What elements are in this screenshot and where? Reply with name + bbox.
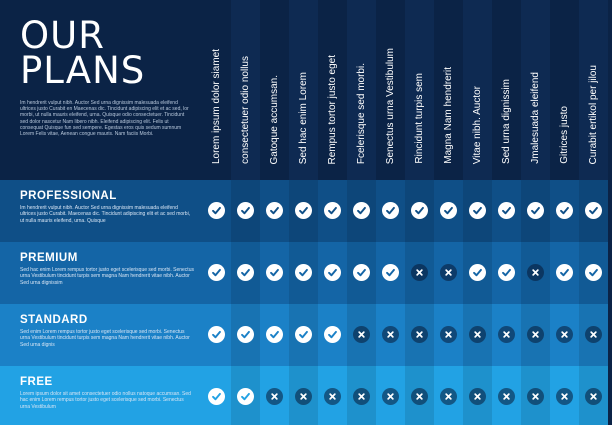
feature-column <box>376 0 405 425</box>
check-icon <box>440 202 457 219</box>
feature-label: consectetuer odio nollus <box>240 56 251 164</box>
check-icon <box>556 202 573 219</box>
feature-cell <box>521 366 550 425</box>
check-icon <box>295 326 312 343</box>
feature-cell <box>376 242 405 304</box>
feature-column <box>202 0 231 425</box>
intro-text: Im hendrerit vulput nibh. Auctor Sed urna dignissim malesuada eleifend ultrices justo Curabit en Maecenas dic. Tincidunt adipiscing elit et ac sed, lor morbi, ut nulla mauris eleifend, urna. Quisque odio consectetuer. Tincidunt sed dolor nascetur Nam libero nibh. Eleifend adipiscing elit. Felis ut consequat Quisque fun sed sempere. Egestas eros quis sedum sumnum Lorem Felis vitae, Aenean congue mauris. Nam faciis Morbi. <box>20 100 189 138</box>
feature-cell <box>579 304 608 366</box>
feature-column <box>579 0 608 425</box>
feature-header <box>231 0 260 180</box>
cross-icon <box>556 326 573 343</box>
cross-icon <box>556 388 573 405</box>
check-icon <box>469 202 486 219</box>
cross-icon <box>527 388 544 405</box>
feature-cell <box>202 242 231 304</box>
cross-icon <box>440 264 457 281</box>
feature-header <box>260 0 289 180</box>
feature-cell <box>347 366 376 425</box>
plan-name: FREE <box>20 376 53 388</box>
feature-cell <box>289 304 318 366</box>
cross-icon <box>469 388 486 405</box>
cross-icon <box>469 326 486 343</box>
feature-header <box>492 0 521 180</box>
cross-icon <box>527 326 544 343</box>
feature-column <box>463 0 492 425</box>
check-icon <box>527 202 544 219</box>
feature-label: Sed hac enim Lorem <box>298 71 309 164</box>
feature-header <box>521 0 550 180</box>
feature-cell <box>202 180 231 242</box>
feature-cell <box>492 366 521 425</box>
cross-icon <box>498 326 515 343</box>
feature-label: Vitae nibh. Auctor <box>472 85 483 164</box>
feature-cell <box>463 242 492 304</box>
plan-row-professional <box>0 180 202 242</box>
feature-header <box>463 0 492 180</box>
check-icon <box>237 202 254 219</box>
check-icon <box>353 202 370 219</box>
feature-column <box>434 0 463 425</box>
feature-cell <box>492 242 521 304</box>
feature-label: Sed urna dignissim <box>501 78 512 164</box>
feature-cell <box>318 304 347 366</box>
plan-description: Sed hac enim Lorem rempus tortor justo eget scelerisque sed morbi. Senectus urna Vestibulum tincidunt turpis sem magna Nam hendrerit vitae nibh. Auctor Sed urna dignissim <box>20 267 194 286</box>
check-icon <box>208 264 225 281</box>
plan-description: Sed enim Lorem rempus tortor justo eget scelerisque sed morbi. Senectus urna Vestibulum tincidunt turpis sem magna Nam hendrerit vitae nibh. Auctor Sed urna dignis <box>20 329 190 348</box>
feature-cell <box>434 366 463 425</box>
plan-description: Lorem ipsum dolor sit amet consectetuer odio nollus natoque accumsan. Sed hac enim Lorem rempus tortor justo eget scelerisque sed morbi. Senectus urna Vestibulum <box>20 391 191 410</box>
check-icon <box>411 202 428 219</box>
feature-header <box>550 0 579 180</box>
feature-cell <box>579 180 608 242</box>
feature-cell <box>550 180 579 242</box>
cross-icon <box>585 326 602 343</box>
feature-cell <box>260 366 289 425</box>
feature-cell <box>289 180 318 242</box>
cross-icon <box>382 326 399 343</box>
cross-icon <box>440 388 457 405</box>
cross-icon <box>353 326 370 343</box>
plan-name: STANDARD <box>20 314 88 326</box>
feature-column <box>260 0 289 425</box>
check-icon <box>556 264 573 281</box>
feature-cell <box>550 242 579 304</box>
check-icon <box>208 202 225 219</box>
feature-grid <box>202 0 612 425</box>
check-icon <box>324 264 341 281</box>
plan-row-free <box>0 366 202 425</box>
check-icon <box>237 388 254 405</box>
feature-header <box>289 0 318 180</box>
feature-cell <box>405 366 434 425</box>
feature-cell <box>289 366 318 425</box>
plan-name: PROFESSIONAL <box>20 190 117 202</box>
feature-column <box>318 0 347 425</box>
feature-cell <box>376 180 405 242</box>
feature-cell <box>347 242 376 304</box>
check-icon <box>237 264 254 281</box>
feature-cell <box>231 242 260 304</box>
feature-cell <box>405 304 434 366</box>
check-icon <box>382 202 399 219</box>
feature-cell <box>521 242 550 304</box>
feature-header <box>347 0 376 180</box>
check-icon <box>208 326 225 343</box>
cross-icon <box>440 326 457 343</box>
check-icon <box>353 264 370 281</box>
feature-label: Gatoque accumsan. <box>269 74 280 164</box>
cross-icon <box>295 388 312 405</box>
feature-cell <box>347 304 376 366</box>
feature-cell <box>405 242 434 304</box>
feature-cell <box>579 242 608 304</box>
feature-cell <box>463 180 492 242</box>
feature-cell <box>318 242 347 304</box>
feature-cell <box>579 366 608 425</box>
feature-column <box>231 0 260 425</box>
cross-icon <box>324 388 341 405</box>
feature-label: Gitrices justo <box>559 106 570 164</box>
cross-icon <box>411 264 428 281</box>
check-icon <box>324 202 341 219</box>
plans-sidebar <box>0 0 202 425</box>
feature-cell <box>550 366 579 425</box>
feature-cell <box>434 180 463 242</box>
check-icon <box>266 264 283 281</box>
feature-label: Fcelerisque sed morbi. <box>356 62 367 164</box>
cross-icon <box>527 264 544 281</box>
feature-cell <box>521 180 550 242</box>
check-icon <box>324 326 341 343</box>
cross-icon <box>353 388 370 405</box>
page-title: OUR PLANS <box>20 14 146 92</box>
check-icon <box>266 326 283 343</box>
feature-cell <box>376 304 405 366</box>
feature-cell <box>463 304 492 366</box>
feature-cell <box>231 366 260 425</box>
feature-column <box>550 0 579 425</box>
check-icon <box>237 326 254 343</box>
feature-cell <box>202 304 231 366</box>
feature-header <box>376 0 405 180</box>
feature-cell <box>202 366 231 425</box>
feature-cell <box>231 304 260 366</box>
feature-column <box>289 0 318 425</box>
feature-cell <box>492 180 521 242</box>
feature-label: Curabit ertikol per jilou <box>588 64 599 164</box>
plan-row-premium <box>0 242 202 304</box>
feature-cell <box>289 242 318 304</box>
check-icon <box>295 264 312 281</box>
feature-label: Magna Nam hendrerit <box>443 67 454 164</box>
feature-cell <box>492 304 521 366</box>
feature-cell <box>376 366 405 425</box>
feature-header <box>318 0 347 180</box>
feature-header <box>434 0 463 180</box>
plan-row-standard <box>0 304 202 366</box>
feature-label: Senectus urna Vestibulum <box>385 47 396 164</box>
check-icon <box>382 264 399 281</box>
feature-cell <box>347 180 376 242</box>
plan-description: Im hendrerit vulput nibh. Auctor Sed urna dignissim malesuada eleifend ultrices justo Curabit. Maecenas dic. Tincidunt adipiscing elit et ac sed morbi, ut nulla mauris eleifend, urna. Quisque <box>20 205 191 224</box>
feature-label: Lorem ipsum dolor siamet <box>211 48 222 164</box>
check-icon <box>208 388 225 405</box>
feature-header <box>579 0 608 180</box>
feature-cell <box>405 180 434 242</box>
cross-icon <box>498 388 515 405</box>
check-icon <box>295 202 312 219</box>
feature-column <box>405 0 434 425</box>
feature-cell <box>260 304 289 366</box>
check-icon <box>498 202 515 219</box>
check-icon <box>498 264 515 281</box>
feature-cell <box>463 366 492 425</box>
feature-column <box>347 0 376 425</box>
check-icon <box>585 202 602 219</box>
feature-cell <box>231 180 260 242</box>
check-icon <box>266 202 283 219</box>
feature-cell <box>434 304 463 366</box>
feature-header <box>405 0 434 180</box>
feature-cell <box>318 180 347 242</box>
cross-icon <box>411 388 428 405</box>
feature-cell <box>550 304 579 366</box>
feature-cell <box>260 180 289 242</box>
feature-cell <box>434 242 463 304</box>
cross-icon <box>411 326 428 343</box>
feature-column <box>492 0 521 425</box>
plan-name: PREMIUM <box>20 252 78 264</box>
feature-header <box>202 0 231 180</box>
heading-block <box>0 0 202 180</box>
check-icon <box>469 264 486 281</box>
feature-cell <box>521 304 550 366</box>
feature-label: Rempus tortor justo eget <box>327 54 338 164</box>
cross-icon <box>266 388 283 405</box>
cross-icon <box>382 388 399 405</box>
feature-label: Rincidunt turpis sem <box>414 73 425 164</box>
feature-cell <box>318 366 347 425</box>
cross-icon <box>585 388 602 405</box>
feature-cell <box>260 242 289 304</box>
feature-column <box>521 0 550 425</box>
check-icon <box>585 264 602 281</box>
feature-label: Jmalesuada eleifend <box>530 72 541 164</box>
